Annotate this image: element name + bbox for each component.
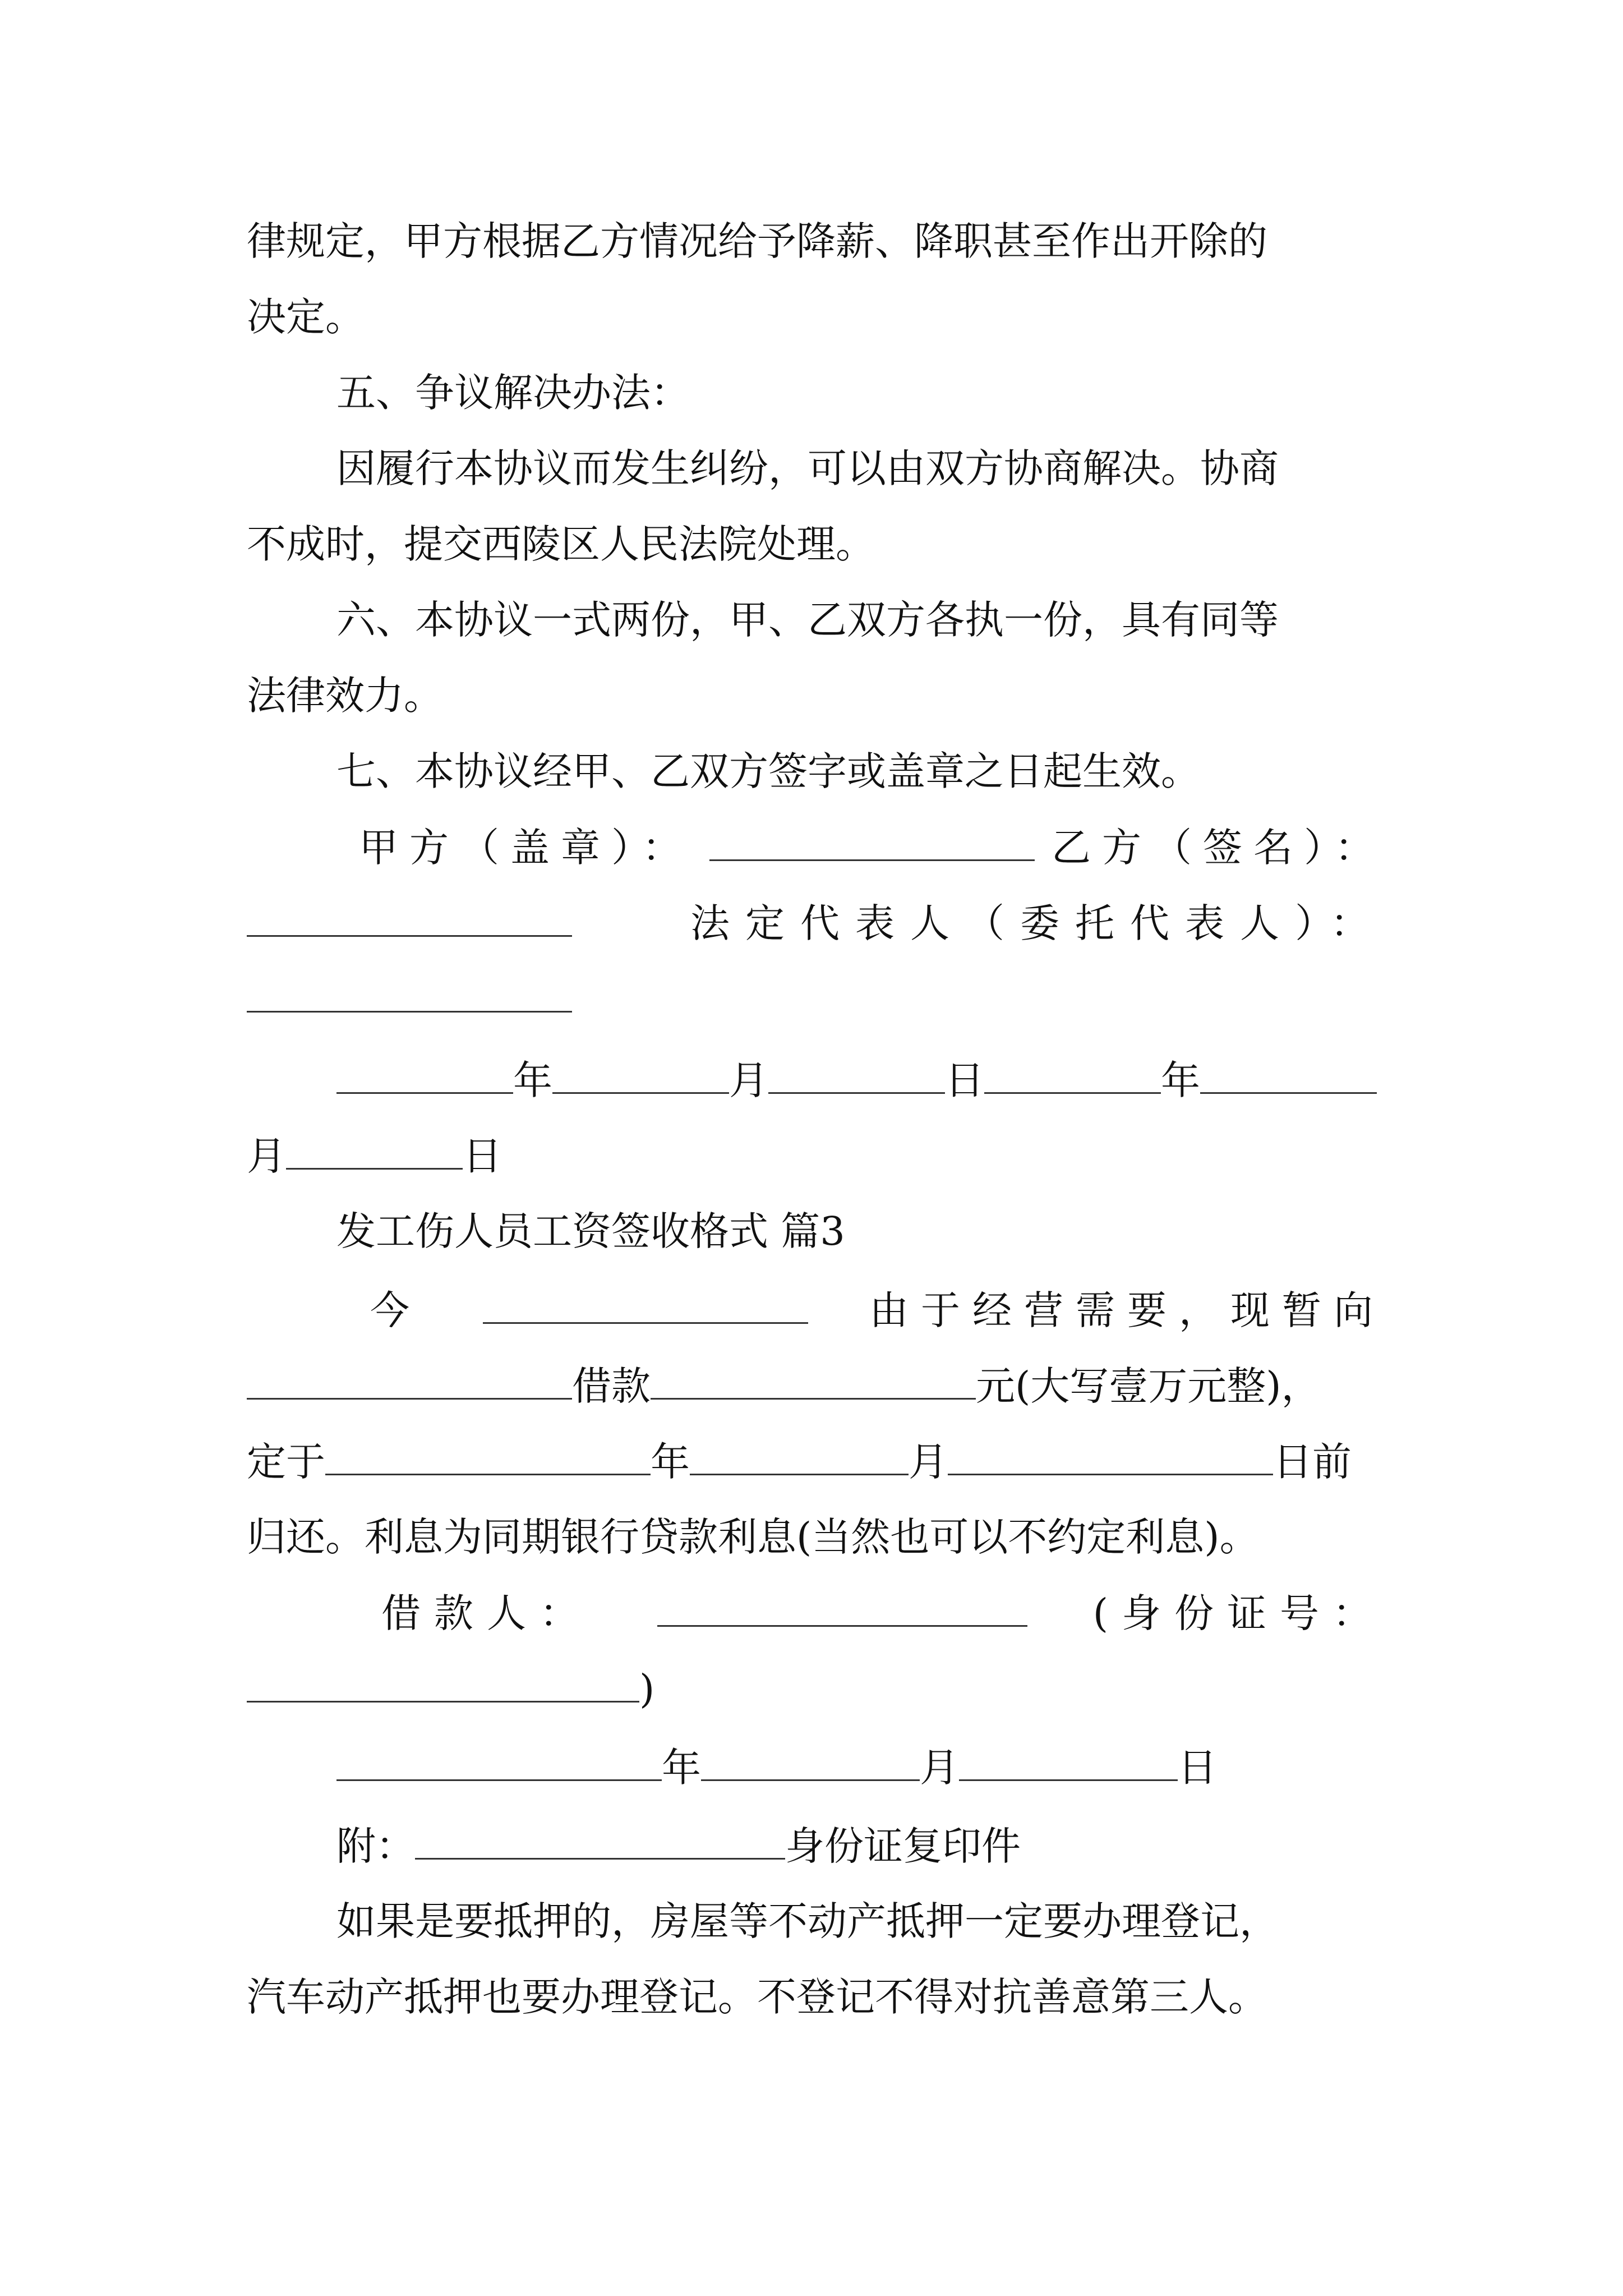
year-a-label: 年: [513, 1057, 552, 1103]
year-a-blank[interactable]: [336, 1052, 513, 1094]
borrower-row: [381, 1585, 1385, 1641]
loan-year-label: 年: [662, 1745, 701, 1791]
date-row-2: [247, 1128, 1385, 1184]
year-b-label: 年: [1161, 1057, 1200, 1103]
party-b-blank[interactable]: [247, 895, 572, 937]
date-row-1: [336, 1052, 1385, 1108]
section-heading-3: 发工伤人员工资签收格式 篇3: [336, 1208, 845, 1254]
loan-day-blank[interactable]: [959, 1739, 1178, 1781]
id-number-blank[interactable]: [247, 1660, 639, 1703]
borrower-signature-blank[interactable]: [657, 1585, 1027, 1627]
loan-date-row: [336, 1739, 1385, 1795]
body-line: 决定。: [247, 294, 365, 340]
body-line: 七、本协议经甲、乙双方签字或盖章之日起生效。: [336, 748, 1200, 794]
borrow-label: 借款: [572, 1363, 651, 1409]
body-line: 汽车动产抵押也要办理登记。不登记不得对抗善意第三人。: [247, 1974, 1267, 2020]
set-at-label: 定于: [247, 1439, 325, 1485]
loan-day-label: 日: [1178, 1745, 1217, 1791]
repay-year-blank[interactable]: [325, 1433, 651, 1475]
loan-line-1: [370, 1282, 1385, 1338]
month-b-label: 月: [247, 1133, 286, 1179]
amount-text: 元(大写壹万元整)，: [976, 1363, 1321, 1409]
party-b-label: 乙方（签名）：: [1052, 825, 1385, 871]
day-b-label: 日: [463, 1133, 502, 1179]
loan-line-3: [247, 1433, 1385, 1489]
party-a-label: 甲方（盖章）：: [359, 825, 693, 871]
attach-suffix: 身份证复印件: [785, 1823, 1021, 1869]
repay-year-label: 年: [651, 1439, 690, 1485]
repay-month-label: 月: [909, 1439, 948, 1485]
attachment-row: [336, 1818, 1385, 1874]
loan-month-label: 月: [920, 1745, 959, 1791]
party-a-blank[interactable]: [709, 819, 1035, 861]
close-paren: ): [639, 1666, 655, 1712]
borrower-label: 借款人：: [381, 1590, 592, 1636]
day-a-label: 日: [945, 1057, 984, 1103]
repay-month-blank[interactable]: [690, 1433, 909, 1475]
day-b-blank[interactable]: [286, 1128, 463, 1170]
id-number-row: [247, 1660, 1385, 1717]
legal-rep-label: 法定代表人（委托代表人）：: [690, 900, 1385, 946]
signature-row-legal-rep-blank: [247, 970, 1385, 1027]
legal-rep-blank[interactable]: [247, 970, 572, 1013]
year-b-blank[interactable]: [984, 1052, 1161, 1094]
loan-line-4: 归还。利息为同期银行贷款利息(当然也可以不约定利息)。: [247, 1514, 1259, 1560]
body-line: 法律效力。: [247, 673, 443, 719]
body-line: 因履行本协议而发生纠纷，可以由双方协商解决。协商: [336, 445, 1279, 491]
month-a-blank[interactable]: [552, 1052, 729, 1094]
attach-label: 附：: [336, 1823, 415, 1869]
month-a-label: 月: [729, 1057, 768, 1103]
id-number-label: (身份证号：: [1092, 1590, 1385, 1636]
repay-day-label: 日前: [1273, 1439, 1352, 1485]
signature-row-legal-rep: [247, 895, 1385, 951]
repay-day-blank[interactable]: [948, 1433, 1273, 1475]
day-a-blank[interactable]: [768, 1052, 945, 1094]
loan-line-2: [247, 1358, 1385, 1414]
lender-blank[interactable]: [247, 1358, 572, 1400]
loan-year-blank[interactable]: [336, 1739, 662, 1781]
body-line: 六、本协议一式两份，甲、乙双方各执一份，具有同等: [336, 597, 1279, 643]
loan-month-blank[interactable]: [701, 1739, 920, 1781]
borrower-name-blank[interactable]: [483, 1282, 808, 1324]
month-b-blank[interactable]: [1200, 1052, 1377, 1094]
body-line: 如果是要抵押的，房屋等不动产抵押一定要办理登记，: [336, 1898, 1279, 1944]
signature-row-parties: [359, 819, 1385, 875]
amount-blank[interactable]: [651, 1358, 976, 1400]
body-line: 不成时，提交西陵区人民法院处理。: [247, 521, 875, 567]
purpose-text: 由于经营需要，现暂向: [869, 1287, 1385, 1333]
today-label: 今: [370, 1287, 422, 1333]
body-line: 律规定，甲方根据乙方情况给予降薪、降职甚至作出开除的: [247, 218, 1267, 264]
attach-blank[interactable]: [415, 1818, 785, 1860]
section-heading-dispute: 五、争议解决办法：: [336, 370, 690, 416]
